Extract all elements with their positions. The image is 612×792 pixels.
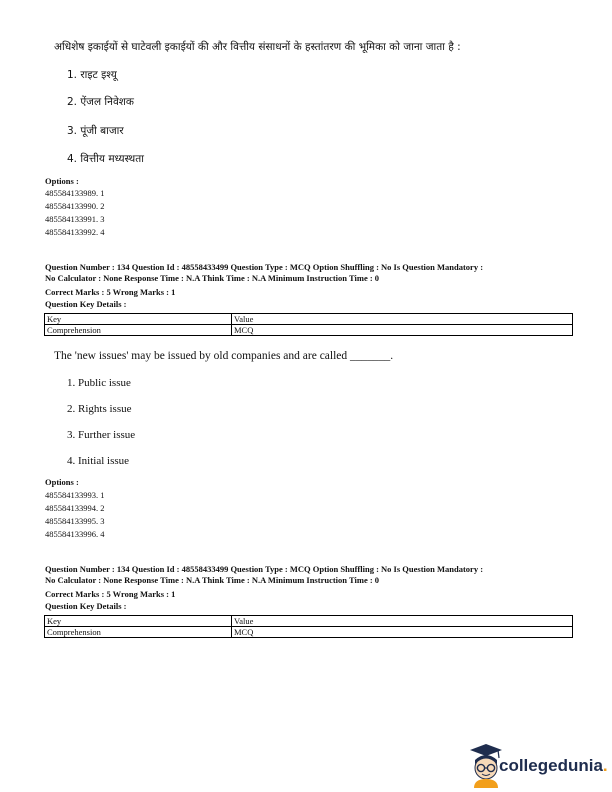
q3-key-details-label: Question Key Details : xyxy=(45,601,127,611)
collegedunia-wordmark xyxy=(499,756,608,776)
brand-dot: . xyxy=(602,756,608,775)
q3-key-cell: Comprehension xyxy=(45,627,232,638)
q2-choice-3: 3. Further issue xyxy=(67,429,136,441)
q2-key-details-label: Question Key Details : xyxy=(45,299,127,309)
q2-option-3: 485584133995. 3 xyxy=(45,516,105,526)
q3-meta-line-2: No Calculator : None Response Time : N.A Think Time : N.A Minimum Instruction Time : 0 xyxy=(45,575,380,585)
q2-key-cell: Comprehension xyxy=(45,325,232,336)
table-row xyxy=(45,325,573,336)
q2-choice-1: 1. Public issue xyxy=(67,377,131,389)
q2-meta-line-1: Question Number : 134 Question Id : 48558433499 Question Type : MCQ Option Shuffling : No Is Question Mandatory : xyxy=(45,262,484,272)
q3-key-table xyxy=(44,615,573,638)
q2-meta-line-2: No Calculator : None Response Time : N.A Think Time : N.A Minimum Instruction Time : 0 xyxy=(45,273,380,283)
q2-question-text: The 'new issues' may be issued by old companies and are called _______. xyxy=(54,350,394,362)
q1-choice-4: 4. वित्तीय मध्यस्थता xyxy=(67,153,144,165)
q3-value-cell: MCQ xyxy=(232,627,573,638)
q1-choice-1: 1. राइट इश्यू xyxy=(67,69,117,81)
q2-value-header: Value xyxy=(232,314,573,325)
q1-choice-2: 2. ऐंजल निवेशक xyxy=(67,96,134,108)
q2-key-header: Key xyxy=(45,314,232,325)
q1-choice-3: 3. पूंजी बाजार xyxy=(67,125,124,137)
q1-question-text: अधिशेष इकाईयों से घाटेवली इकाईयों की और वित्तीय संसाधनों के हस्तांतरण की भूमिका को जाना जाता है : xyxy=(54,41,461,53)
q3-value-header: Value xyxy=(232,616,573,627)
q3-marks: Correct Marks : 5 Wrong Marks : 1 xyxy=(45,589,176,599)
q2-value-cell: MCQ xyxy=(232,325,573,336)
table-row xyxy=(45,616,573,627)
q3-meta-line-1: Question Number : 134 Question Id : 48558433499 Question Type : MCQ Option Shuffling : No Is Question Mandatory : xyxy=(45,564,484,574)
q3-key-header: Key xyxy=(45,616,232,627)
q1-option-2: 485584133990. 2 xyxy=(45,201,105,211)
q2-option-1: 485584133993. 1 xyxy=(45,490,105,500)
q1-option-4: 485584133992. 4 xyxy=(45,227,105,237)
q2-key-table xyxy=(44,313,573,336)
q2-options-label: Options : xyxy=(45,477,79,487)
q2-option-2: 485584133994. 2 xyxy=(45,503,105,513)
table-row xyxy=(45,314,573,325)
q1-option-1: 485584133989. 1 xyxy=(45,188,105,198)
q2-choice-2: 2. Rights issue xyxy=(67,403,132,415)
q1-options-label: Options : xyxy=(45,176,79,186)
q2-marks: Correct Marks : 5 Wrong Marks : 1 xyxy=(45,287,176,297)
brand-name: collegedunia xyxy=(499,756,603,775)
q1-option-3: 485584133991. 3 xyxy=(45,214,105,224)
table-row xyxy=(45,627,573,638)
q2-choice-4: 4. Initial issue xyxy=(67,455,130,467)
q2-option-4: 485584133996. 4 xyxy=(45,529,105,539)
